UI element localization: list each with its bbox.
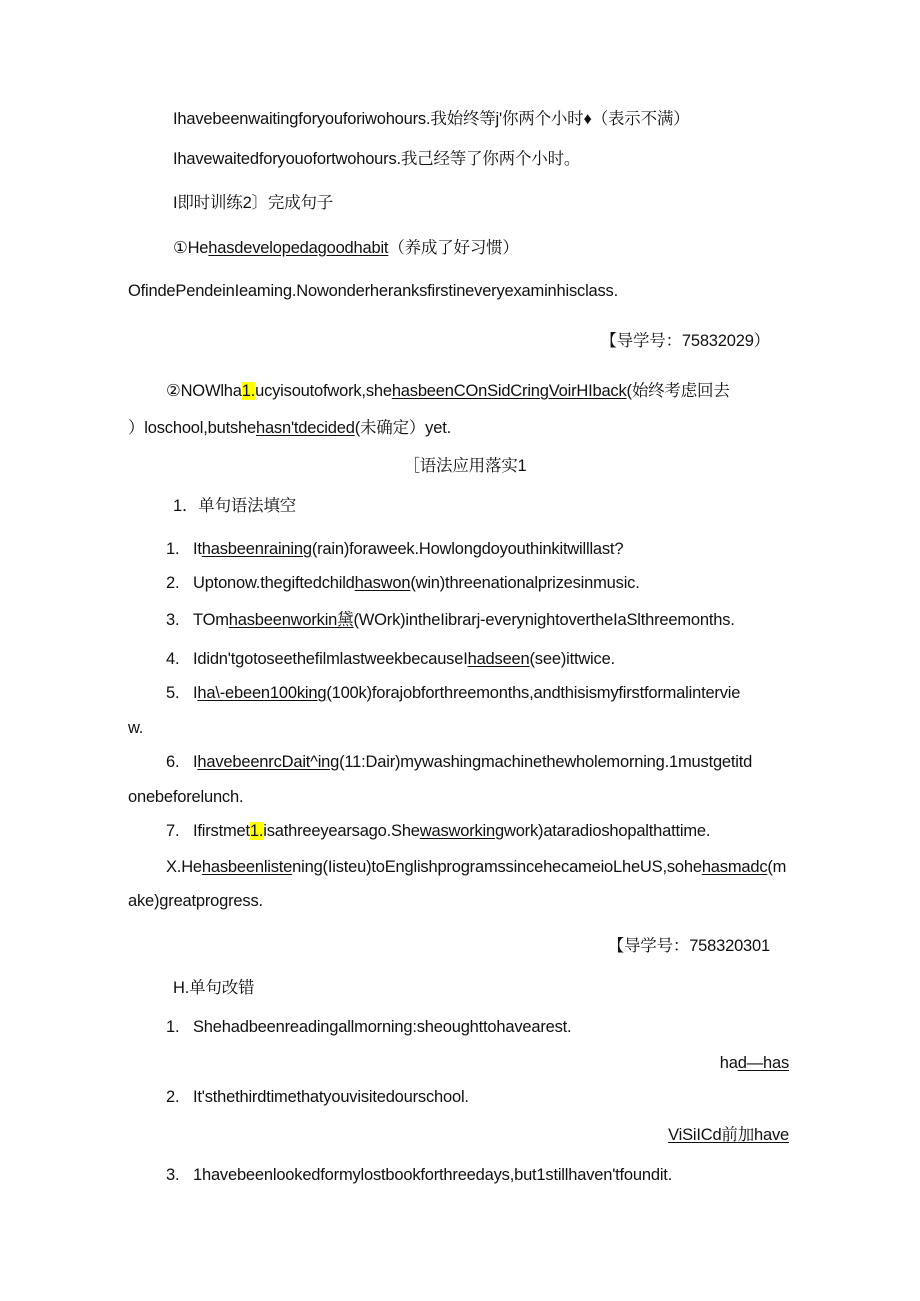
answer: hasmadc [701, 858, 768, 876]
text: X.He [166, 858, 202, 876]
item-number: 2. [166, 1088, 180, 1106]
item-number: 1. [166, 1018, 180, 1036]
section-heading: 1．单句语法填空 [173, 497, 297, 515]
exercise-line [166, 572, 640, 594]
text-line: w. [128, 719, 144, 737]
answer: liste [263, 858, 293, 876]
text: ）loschool,butshe [128, 419, 256, 437]
answer: haswon [354, 574, 411, 592]
answer: d—has [737, 1054, 789, 1072]
text-line: Ihavebeenwaitingforyouforiwohours.我始终等j'你两个小时♦（表示不满） [173, 110, 690, 128]
text: ucyisoutofwork,she [255, 382, 392, 400]
text: (未确定）yet. [354, 419, 451, 437]
highlight: 1. [241, 382, 256, 400]
item-number: 2. [166, 574, 180, 592]
text: I [193, 753, 198, 771]
text: (see)ittwice. [529, 650, 615, 668]
item-number: 6. [166, 753, 180, 771]
exercise-line [166, 1016, 571, 1038]
reference-number: 【导学号：758320301 [607, 937, 770, 955]
exercise-line [166, 682, 740, 704]
text: TOm [193, 611, 229, 629]
text: （养成了好习惯） [388, 239, 519, 257]
text: Shehadbeenreadingallmorning:sheoughttohavearest. [193, 1018, 572, 1036]
text: (WOrk)intheIibrarj-everynightovertheIaSlthreemonths. [353, 611, 735, 629]
item-number: 3. [166, 611, 180, 629]
text: ha [719, 1054, 738, 1072]
answer: hasbeenworkin黛 [228, 611, 354, 629]
correction-answer [600, 1052, 789, 1074]
text: work)ataradioshopalthattime. [503, 822, 711, 840]
text: ning(Iisteu)toEnglishprogramssincehecameioLheUS,sohe [292, 858, 702, 876]
exercise-line [166, 751, 752, 773]
text: (rain)foraweek.Howlongdoyouthinkitwilllast? [311, 540, 624, 558]
exercise-line [166, 1164, 672, 1186]
text: (始终考虑回去 [626, 382, 730, 400]
text: (100k)forajobforthreemonths,andthisismyfirstformalintervie [326, 684, 741, 702]
item-number: 7. [166, 822, 180, 840]
answer: hasbeenraining [201, 540, 312, 558]
exercise-line [128, 417, 451, 439]
text-line: onebeforelunch. [128, 788, 244, 806]
item-number: 4. [166, 650, 180, 668]
text: (win)threenationalprizesinmusic. [410, 574, 640, 592]
exercise-line [166, 820, 710, 842]
answer: hasbeen [201, 858, 264, 876]
text: Uptonow.thegiftedchild [193, 574, 355, 592]
item-number: 3. [166, 1166, 180, 1184]
item-number: 1. [166, 540, 180, 558]
answer: wasworking [419, 822, 504, 840]
answer: havebeenrcDait^ing [197, 753, 340, 771]
text: isathreeyearsago.She [263, 822, 420, 840]
exercise-line [166, 648, 615, 670]
exercise-line [166, 609, 735, 631]
exercise-line [166, 380, 730, 402]
section-heading: H.单句改错 [173, 979, 255, 997]
exercise-line [166, 1086, 469, 1108]
answer: ha\-ebeen100king [197, 684, 327, 702]
text: 1havebeenlookedformylostbookforthreedays,but1stillhaven'tfoundit. [193, 1166, 673, 1184]
text: ①He [173, 239, 209, 257]
correction-answer: ViSiICd前加have [668, 1126, 789, 1144]
answer: hadseen [467, 650, 530, 668]
text: Ifirstmet [193, 822, 250, 840]
answer: hasbeenCOnSidCringVoirHIback [391, 382, 627, 400]
text-line: OfindePendeinIeaming.Nowonderheranksfirstineveryexaminhisclass. [128, 282, 618, 300]
reference-number: 【导学号：75832029） [600, 332, 770, 350]
text: ②NOWlha [166, 382, 242, 400]
text: Ididn'tgotoseethefilmlastweekbecauseI [193, 650, 468, 668]
exercise-line [166, 856, 786, 878]
text: I [193, 684, 198, 702]
item-number: 5. [166, 684, 180, 702]
section-heading: ［语法应用落实1 [403, 457, 527, 475]
answer: hasdevelopedagoodhabit [208, 239, 389, 257]
text-line: Ihavewaitedforyouofortwohours.我己经等了你两个小时。 [173, 150, 581, 168]
answer: hasn'tdecided [255, 419, 355, 437]
text: (11:Dair)mywashingmachinethewholemorning.1mustgetitd [339, 753, 753, 771]
exercise-line [166, 538, 623, 560]
highlight: 1. [249, 822, 264, 840]
exercise-line [173, 237, 519, 259]
text: It'sthethirdtimethatyouvisitedourschool. [193, 1088, 469, 1106]
text-line: ake)greatprogress. [128, 892, 263, 910]
text: (m [767, 858, 787, 876]
text: It [193, 540, 202, 558]
section-heading: I即时训练2〕完成句子 [173, 194, 334, 212]
